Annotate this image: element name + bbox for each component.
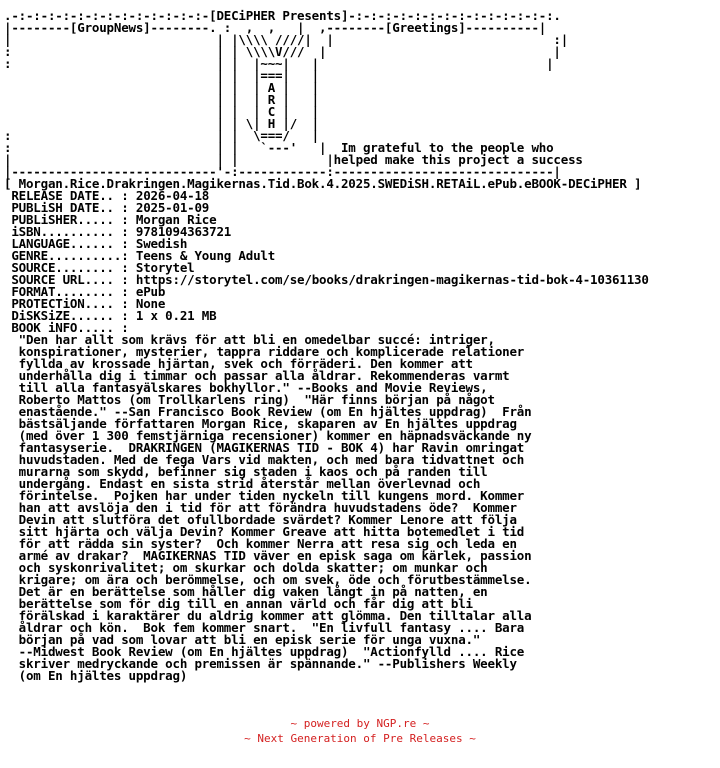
header-art-line: : | | |~~~| | | [4, 56, 554, 71]
book-info-line: Roberto Mattos (om Trollkarlens ring) "Här finns början på något [4, 392, 495, 407]
nfo-text [4, 10, 649, 682]
header-art-line: | | | C | | [4, 104, 320, 119]
info-value: Swedish [128, 236, 188, 251]
book-info-line: bästsäljande författaren Morgan Rice, skaparen av En hjältes uppdrag [4, 416, 517, 431]
header-art-line: | | | |helped make this project a success [4, 152, 583, 167]
book-info-line: konspirationer, mysterier, tappra riddare och komplicerade relationer [4, 344, 525, 359]
info-value: 2026-04-18 [128, 188, 210, 203]
header-art-line: | | |\\\\ ////| | :| [4, 32, 569, 47]
info-key: PUBLiSHER..... : [4, 212, 129, 227]
release-title: [ Morgan.Rice.Drakringen.Magikernas.Tid.Bok.4.2025.SWEDiSH.RETAiL.ePub.eBOOK-DECiPHER ] [4, 176, 642, 191]
book-info-line: åldrar och kön. Bok fem kommer snart. "En livfull fantasy .... Bara [4, 620, 525, 635]
book-info-line: förintelse. Pojken har under tiden nyckeln till kungens mord. Kommer [4, 488, 525, 503]
info-value: 9781094363721 [128, 224, 232, 239]
book-info-line: och syskonrivalitet; om skurkar och dolda skatter; om munkar och [4, 560, 488, 575]
header-art-line: | | |===| | [4, 68, 320, 83]
book-info-line: --Midwest Book Review (om En hjältes uppdrag) "Actionfylld .... Rice [4, 644, 525, 659]
book-info-line: början på vad som lovar att bli en episk serie för unga vuxna." [4, 632, 481, 647]
book-info-line: fyllda av krossade hjärtan, svek och förräderi. Den kommer att [4, 356, 473, 371]
header-art-line: | | | A | | [4, 80, 320, 95]
book-info-line: armé av drakar? MAGIKERNAS TID väver en episk saga om kärlek, passion [4, 548, 532, 563]
info-key: GENRE..........: [4, 248, 129, 263]
book-info-line: fantasyserie. DRAKRINGEN (MAGIKERNAS TID - BOK 4) har Ravin omringat [4, 440, 525, 455]
info-key: DiSKSiZE...... : [4, 308, 129, 323]
info-key: RELEASE DATE.. : [4, 188, 129, 203]
header-art-line: .-:-:-:-:-:-:-:-:-:-:-:-:-:-[DECiPHER Presents]-:-:-:-:-:-:-:-:-:-:-:-:-:-:. [4, 8, 561, 23]
footer-powered-by: ~ powered by NGP.re ~ [290, 717, 430, 730]
book-info-line: (om En hjältes uppdrag) [4, 668, 188, 683]
info-value: 1 x 0.21 MB [128, 308, 217, 323]
info-key: SOURCE........ : [4, 260, 129, 275]
info-key: BOOK iNFO..... : [4, 320, 129, 335]
info-value: Teens & Young Adult [128, 248, 276, 263]
book-info-line: Devin att slutföra det ofullbordade svärdet? Kommer Lenore att följa [4, 512, 517, 527]
info-key: FORMAT........ : [4, 284, 129, 299]
book-info-line: berättelse som för dig till en annan värld och får dig att bli [4, 596, 473, 611]
info-value: 2025-01-09 [128, 200, 210, 215]
book-info-line: sitt hjärta och välja Devin? Kommer Greave att hitta botemedlet i tid [4, 524, 525, 539]
book-info-line: han att avslöja den i tid för att förändra huvudstadens öde? Kommer [4, 500, 517, 515]
book-info-line: förälskad i karaktärer du aldrig kommer att glömma. Den tilltalar alla [4, 608, 532, 623]
book-info-line: murarna som skydd, befinner sig staden i kaos och på randen till [4, 464, 488, 479]
info-key: iSBN.......... : [4, 224, 129, 239]
book-info-line: (med över 1 300 femstjärniga recensioner) kommer en häpnadsväckande ny [4, 428, 532, 443]
book-info-line: skriver medryckande och premissen är spännande." --Publishers Weekly [4, 656, 517, 671]
book-info-line: enastående." --San Francisco Book Review (om En hjältes uppdrag) Från [4, 404, 532, 419]
book-info-line: undergång. Endast en sista strid återstår mellan överlevnad och [4, 476, 481, 491]
book-info-line: för att rädda sin syster? Och kommer Nerra att resa sig och leda en [4, 536, 517, 551]
book-info-line: krigare; om ära och berömmelse, och om svek, öde och förutbestämmelse. [4, 572, 532, 587]
book-info-line: till alla fantasyälskares bokhyllor." --Books and Movie Reviews, [4, 380, 488, 395]
info-key: LANGUAGE...... : [4, 236, 129, 251]
footer-tagline: ~ Next Generation of Pre Releases ~ [244, 732, 476, 745]
book-info-line: Det är en berättelse som håller dig vaken långt in på natten, en [4, 584, 488, 599]
info-key: PUBLiSH DATE.. : [4, 200, 129, 215]
book-info-line: "Den har allt som krävs för att bli en omedelbar succé: intriger, [4, 332, 495, 347]
header-art-line: |----------------------------'-:------------:------------------------------| [4, 164, 561, 179]
info-value: Storytel [128, 260, 195, 275]
info-value: https://storytel.com/se/books/drakringen-magikernas-tid-bok-4-10361130 [128, 272, 649, 287]
header-art-line: : | | `---' | Im grateful to the people who [4, 140, 554, 155]
info-value: None [128, 296, 166, 311]
book-info-line: underhålla dig i timmar och passar alla åldrar. Rekommenderas varmt [4, 368, 510, 383]
header-art-line: : | | \\\\V/// | | [4, 44, 561, 59]
header-art-line: | | \| H |/ | [4, 116, 320, 131]
header-art-line: | | | R | | [4, 92, 320, 107]
book-info-line: huvudstaden. Med de fega Vars vid makten, och med bara tidvattnet och [4, 452, 525, 467]
info-key: SOURCE URL.... : [4, 272, 129, 287]
info-value: Morgan Rice [128, 212, 217, 227]
header-art-line: |--------[GroupNews]--------. : , , | ,--------[Greetings]----------| [4, 20, 547, 35]
info-key: PROTECTiON.... : [4, 296, 129, 311]
header-art-line: : | | \===/ | [4, 128, 320, 143]
info-value: ePub [128, 284, 166, 299]
